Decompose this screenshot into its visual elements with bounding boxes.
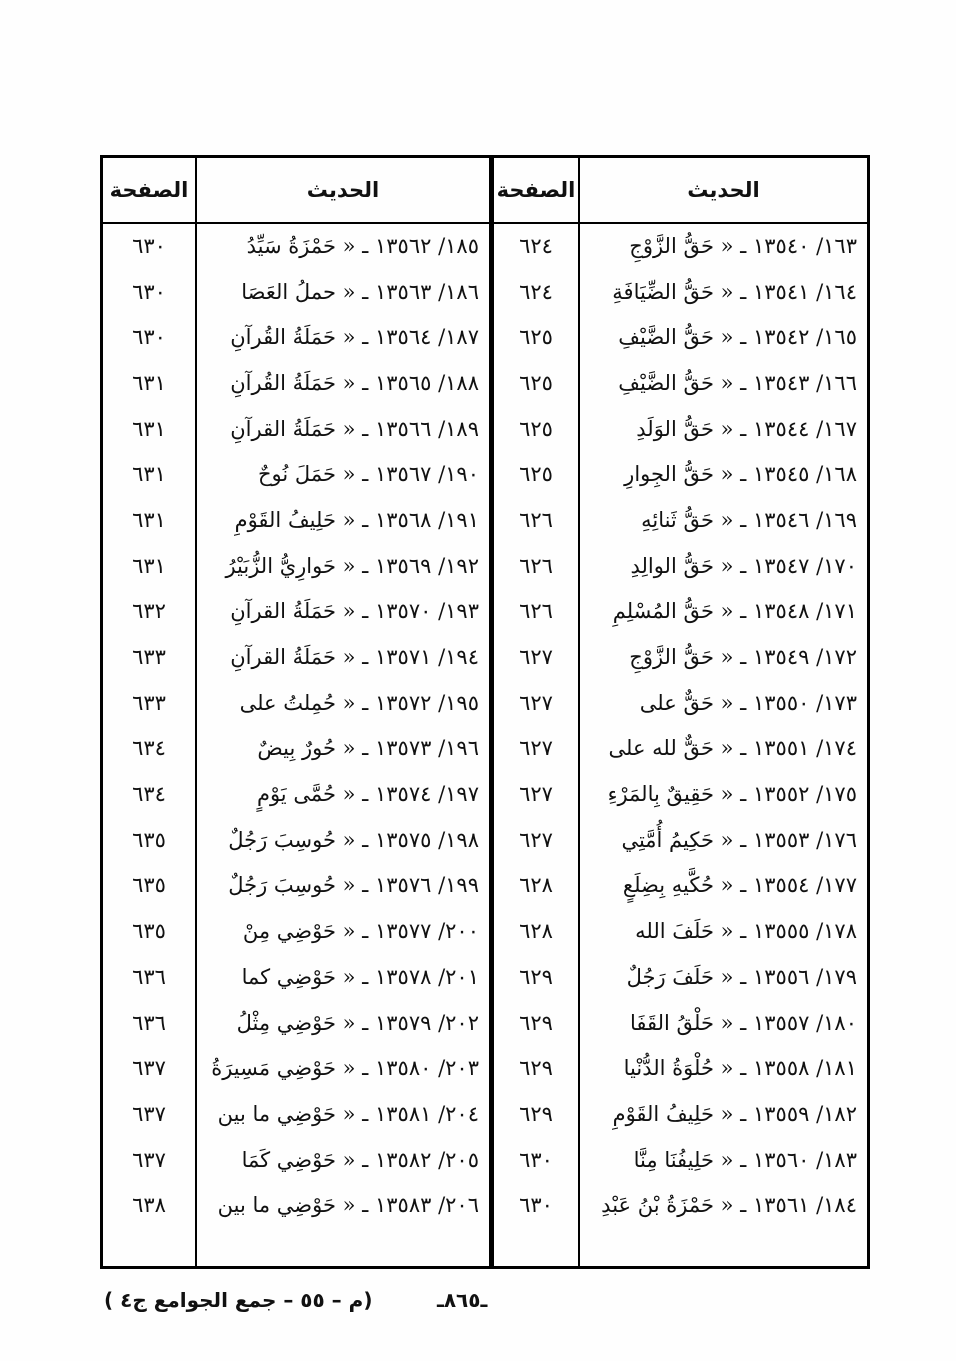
page-ref: ٦٣٧ [132,1056,166,1081]
hadith-entry: ١٧٧/ ١٣٥٥٤ ـ « حُكَّيهِ بِضِلَعٍ [622,873,857,898]
page-ref: ٦٣٠ [519,1193,553,1218]
header-page-left: الصفحة [109,178,189,202]
left-hadith-column [197,223,489,1228]
hadith-entry: ٢٠٣/ ١٣٥٨٠ ـ « حَوْضِي مَسِيرَةُ [211,1056,479,1081]
right-hadith-column [580,223,867,1228]
page-ref: ٦٣١ [132,416,166,441]
hadith-entry: ١٧٤/ ١٣٥٥١ ـ « حَقٌّ لله على [608,736,857,761]
page-ref: ٦٣١ [132,462,166,487]
page-ref: ٦٢٥ [519,325,553,350]
page-ref: ٦٣٢ [132,599,166,624]
hadith-entry: ١٧٦/ ١٣٥٥٣ ـ « حَكِيمُ أُمَّتِي [621,827,857,852]
page-ref: ٦٢٩ [519,1101,553,1126]
page-ref: ٦٢٥ [519,462,553,487]
page-ref: ٦٣٠ [132,279,166,304]
hadith-entry: ١٧١/ ١٣٥٤٨ ـ « حَقُّ المُسْلِمِ [612,599,857,624]
hadith-entry: ٢٠٠/ ١٣٥٧٧ ـ « حَوْضِي مِنْ [242,919,479,944]
hadith-entry: ١٩٥/ ١٣٥٧٢ ـ « حُمِلتُ على [239,690,479,715]
hadith-entry: ٢٠٢/ ١٣٥٧٩ ـ « حَوْضِي مِثْلُ [236,1010,479,1035]
hadith-entry: ٢٠٤/ ١٣٥٨١ ـ « حَوْضِي ما بين [217,1101,479,1126]
left-page-column [103,223,195,1228]
hadith-entry: ١٦٤/ ١٣٥٤١ ـ « حَقُّ الضِّيَافَةِ [612,279,857,304]
page-number: ـ٨٦٥ـ [437,1288,488,1312]
hadith-entry: ٢٠٥/ ١٣٥٨٢ ـ « حَوْضِي كَمَا [241,1147,479,1172]
hadith-entry: ١٩٦/ ١٣٥٧٣ ـ « حُورٌ بِيضٌ [257,736,479,761]
hadith-entry: ١٦٨/ ١٣٥٤٥ ـ « حَقُّ الجِوارِ [624,462,857,487]
page-ref: ٦٢٩ [519,1056,553,1081]
hadith-entry: ١٨٣/ ١٣٥٦٠ ـ « حَلِيفُنَا مِنَّا [633,1147,857,1172]
hadith-entry: ١٦٩/ ١٣٥٤٦ ـ « حَقُّ ثَنائِهِ [641,507,857,532]
hadith-entry: ١٨٥/ ١٣٥٦٢ ـ « حَمْزَةُ سَيِّدُ [246,233,479,258]
page-ref: ٦٢٩ [519,964,553,989]
page-ref: ٦٣١ [132,370,166,395]
page-ref: ٦٣٥ [132,827,166,852]
hadith-entry: ١٦٣/ ١٣٥٤٠ ـ « حَقُّ الزَّوْجِ [629,233,857,258]
hadith-entry: ١٨٩/ ١٣٥٦٦ ـ « حَمَلَةُ القرآنِ [230,416,479,441]
page-ref: ٦٢٦ [519,553,553,578]
hadith-entry: ١٧٢/ ١٣٥٤٩ ـ « حَقُّ الزَّوْجِ [629,645,857,670]
page-ref: ٦٢٨ [519,873,553,898]
hadith-entry: ١٦٥/ ١٣٥٤٢ ـ « حَقُّ الضَّيْفِ [618,325,857,350]
hadith-index-table [100,155,870,1269]
hadith-entry: ١٨٧/ ١٣٥٦٤ ـ « حَمَلَةُ القُرآنِ [230,325,479,350]
page-ref: ٦٣٥ [132,919,166,944]
hadith-entry: ١٩٣/ ١٣٥٧٠ ـ « حَمَلَةُ القرآنِ [230,599,479,624]
hadith-entry: ٢٠١/ ١٣٥٧٨ ـ « حَوْضِي كما [241,964,479,989]
page-ref: ٦٢٥ [519,370,553,395]
page-ref: ٦٣٣ [132,645,166,670]
page-ref: ٦٢٧ [519,736,553,761]
header-page-right: الصفحة [496,178,576,202]
page-ref: ٦٢٦ [519,507,553,532]
page-ref: ٦٣٠ [132,325,166,350]
header-hadith-left: الحديث [306,178,380,202]
page-ref: ٦٣٠ [132,233,166,258]
page-ref: ٦٣٠ [519,1147,553,1172]
hadith-entry: ١٩٨/ ١٣٥٧٥ ـ « حُوسِبَ رَجُلٌ [228,827,479,852]
page-ref: ٦٣٨ [132,1193,166,1218]
page-ref: ٦٣٧ [132,1147,166,1172]
page-ref: ٦٢٧ [519,827,553,852]
hadith-entry: ١٦٧/ ١٣٥٤٤ ـ « حَقُّ الوَلَدِ [636,416,857,441]
hadith-entry: ١٩٠/ ١٣٥٦٧ ـ « حَمَلَ نُوحٌ [258,462,479,487]
hadith-entry: ١٩١/ ١٣٥٦٨ ـ « حَلِيفُ القَوْمِ [234,507,479,532]
page-ref: ٦٢٦ [519,599,553,624]
hadith-entry: ١٨٤/ ١٣٥٦١ ـ « حَمْزَةُ بْنُ عَبْدِ [601,1193,857,1218]
hadith-entry: ١٨٨/ ١٣٥٦٥ ـ « حَمَلَةُ القُرآنِ [230,370,479,395]
hadith-entry: ١٧٥/ ١٣٥٥٢ ـ « حَقِيقٌ بِالمَرْءِ [607,782,857,807]
hadith-entry: ١٩٢/ ١٣٥٦٩ ـ « حَوارِيُّ الزُّبَيْرُ [225,553,479,578]
hadith-entry: ١٧٠/ ١٣٥٤٧ ـ « حَقُّ الوالِدِ [630,553,857,578]
book-signature: ( م – ٥٥ – جمع الجوامع ج٤) [104,1288,373,1312]
hadith-entry: ١٩٤/ ١٣٥٧١ ـ « حَمَلَةُ القرآنِ [230,645,479,670]
page-ref: ٦٢٧ [519,690,553,715]
page-ref: ٦٢٨ [519,919,553,944]
hadith-entry: ١٩٩/ ١٣٥٧٦ ـ « حُوسِبَ رَجُلٌ [228,873,479,898]
hadith-entry: ١٧٨/ ١٣٥٥٥ ـ « حَلَفَ الله [635,919,857,944]
header-hadith-right: الحديث [687,178,760,202]
page-ref: ٦٣٤ [132,782,166,807]
page-ref: ٦٢٧ [519,782,553,807]
page-ref: ٦٣٧ [132,1101,166,1126]
page-ref: ٦٣٦ [132,964,166,989]
page-ref: ٦٢٤ [519,279,553,304]
hadith-entry: ١٦٦/ ١٣٥٤٣ ـ « حَقُّ الضَّيْفِ [618,370,857,395]
page-ref: ٦٣٦ [132,1010,166,1035]
hadith-entry: ١٨٢/ ١٣٥٥٩ ـ « حَلِيفُ القَوْمِ [612,1101,857,1126]
right-page-column [494,223,578,1228]
hadith-entry: ١٨٠/ ١٣٥٥٧ ـ « حَلْقُ القَفَا [629,1010,857,1035]
page-ref: ٦٣١ [132,507,166,532]
hadith-entry: ٢٠٦/ ١٣٥٨٣ ـ « حَوْضِي ما بين [217,1193,479,1218]
page-ref: ٦٣١ [132,553,166,578]
hadith-entry: ١٧٩/ ١٣٥٥٦ ـ « حَلَفَ رَجُلٌ [626,964,857,989]
hadith-entry: ١٨٦/ ١٣٥٦٣ ـ « حملُ العَصَا [241,279,479,304]
hadith-entry: ١٩٧/ ١٣٥٧٤ ـ « حُمَّى يَوْمٍ [256,782,479,807]
hadith-entry: ١٧٣/ ١٣٥٥٠ ـ « حَقٌّ على [639,690,857,715]
page-ref: ٦٢٩ [519,1010,553,1035]
page-ref: ٦٢٧ [519,645,553,670]
page-ref: ٦٣٣ [132,690,166,715]
hadith-entry: ١٨١/ ١٣٥٥٨ ـ « حُلْوَةُ الدُّنْيا [623,1056,857,1081]
page-ref: ٦٢٥ [519,416,553,441]
page-ref: ٦٣٥ [132,873,166,898]
page-ref: ٦٣٤ [132,736,166,761]
page-ref: ٦٢٤ [519,233,553,258]
